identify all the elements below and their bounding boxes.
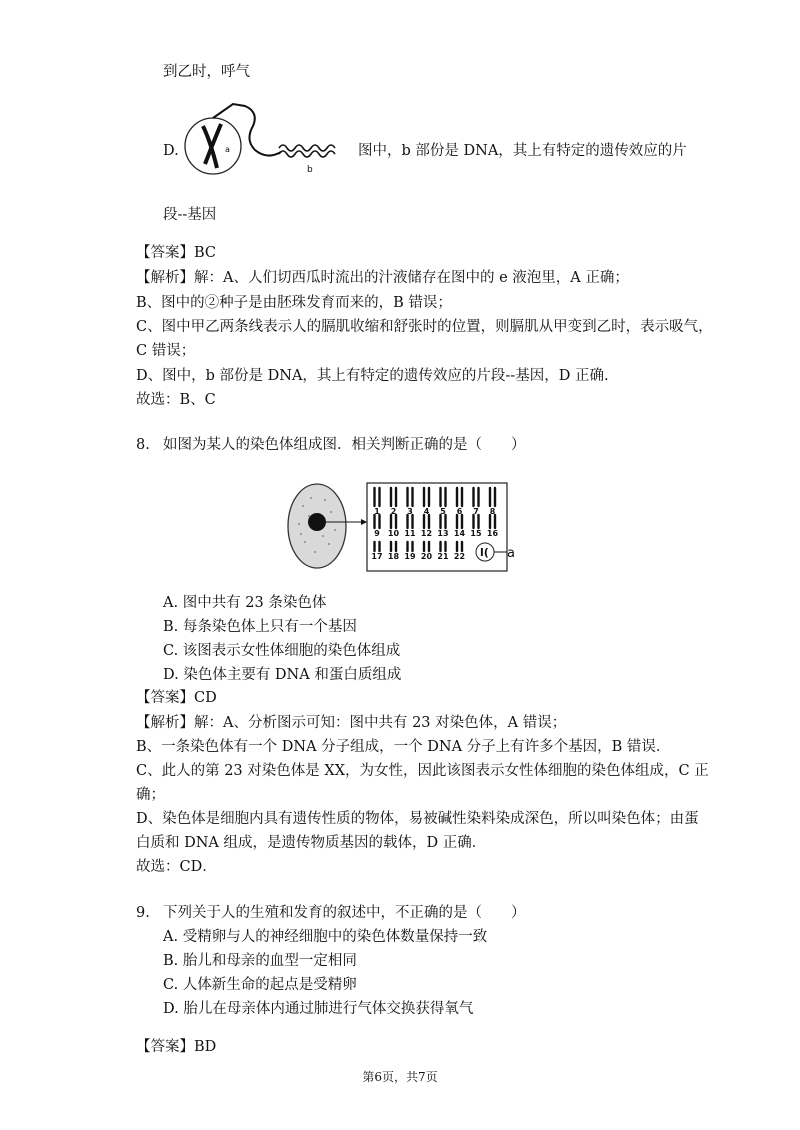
chromosome-number-label: 14 xyxy=(453,529,466,538)
chromosome-number-label: 4 xyxy=(423,507,430,516)
chromosome-number-label: 13 xyxy=(437,529,449,538)
q8-analysis-line: D、染色体是细胞内具有遗传性质的物体，易被碱性染料染成深色，所以叫染色体；由蛋 xyxy=(136,811,699,827)
dna-figure xyxy=(183,98,355,190)
q8-analysis-line: C、此人的第 23 对染色体是 XX，为女性，因此该图表示女性体细胞的染色体组成，C 正 xyxy=(136,763,709,779)
chromosome-number-label: 8 xyxy=(489,507,496,516)
q8-analysis-line: B、一条染色体有一个 DNA 分子组成，一个 DNA 分子上有许多个基因，B 错误． xyxy=(136,739,671,755)
q8-option-a: A. 图中共有 23 条染色体 xyxy=(163,595,327,611)
chromosome-number-label: 6 xyxy=(456,507,463,516)
q7-answer: 【答案】BC xyxy=(136,245,217,261)
chromosome-number-label: 9 xyxy=(374,529,380,538)
figure-label-a: a xyxy=(225,145,230,154)
q8-number: 8. xyxy=(136,437,150,453)
chromosome-number-label: 18 xyxy=(387,552,400,561)
karyotype-label-a: a xyxy=(507,546,515,561)
q8-answer: 【答案】CD xyxy=(136,690,217,706)
q7-analysis-line: C 错误； xyxy=(136,343,196,359)
chromosome-number-label: 2 xyxy=(390,507,397,516)
q7-analysis-line: B、图中的②种子是由胚珠发育而来的，B 错误； xyxy=(136,295,452,311)
q7-analysis-line: 故选：B、C xyxy=(136,392,216,408)
chromosome-number-label: 5 xyxy=(440,507,446,516)
page-footer: 第6页，共7页 xyxy=(362,1070,438,1084)
chromosome-number-label: 15 xyxy=(470,529,482,538)
q8-analysis-line: 白质和 DNA 组成，是遗传物质基因的载体，D 正确． xyxy=(136,835,487,851)
q8-option-d: D. 染色体主要有 DNA 和蛋白质组成 xyxy=(163,667,402,683)
q9-stem: 下列关于人的生殖和发育的叙述中，不正确的是（ ） xyxy=(163,905,526,921)
chromosome-number-label: 21 xyxy=(437,552,449,561)
chromosome-number-label: 22 xyxy=(453,552,466,561)
q8-option-c: C. 该图表示女性体细胞的染色体组成 xyxy=(163,643,401,659)
q7-option-d-prefix: D. xyxy=(163,143,179,159)
chromosome-number-label: 17 xyxy=(371,552,383,561)
q8-stem: 如图为某人的染色体组成图．相关判断正确的是（ ） xyxy=(163,437,526,453)
figure-label-b: b xyxy=(307,165,313,175)
q8-option-b: B. 每条染色体上只有一个基因 xyxy=(163,619,357,635)
chromosome-number-label: 16 xyxy=(486,529,499,538)
q7-analysis-line: C、图中甲乙两条线表示人的膈肌收缩和舒张时的位置，则膈肌从甲变到乙时，表示吸气， xyxy=(136,319,713,335)
q8-analysis-line: 故选：CD． xyxy=(136,859,217,875)
q7-analysis-line: 【解析】解：A、人们切西瓜时流出的汁液储存在图中的 e 液泡里，A 正确； xyxy=(136,270,629,286)
karyotype-figure xyxy=(285,478,520,578)
q9-option-b: B. 胎儿和母亲的血型一定相同 xyxy=(163,953,357,969)
chromosome-number-label: 10 xyxy=(387,529,400,538)
chromosome-number-label: 20 xyxy=(420,552,433,561)
q8-analysis-line: 确； xyxy=(136,787,165,803)
q9-number: 9. xyxy=(136,905,150,921)
q7-analysis-line: D、图中，b 部份是 DNA，其上有特定的遗传效应的片段--基因，D 正确. xyxy=(136,368,609,384)
chromosome-number-label: 12 xyxy=(420,529,433,538)
chromosome-number-label: 7 xyxy=(473,507,479,516)
chromosome-number-label: 19 xyxy=(404,552,416,561)
svg-text:l(: l( xyxy=(480,546,489,559)
q9-answer: 【答案】BD xyxy=(136,1039,217,1055)
q7-text-line: 到乙时，呼气 xyxy=(163,64,250,80)
q8-analysis-line: 【解析】解：A、分析图示可知：图中共有 23 对染色体，A 错误； xyxy=(136,715,567,731)
chromosome-number-label: 11 xyxy=(404,529,416,538)
q7-option-d-continued: 段--基因 xyxy=(163,207,217,223)
q9-option-d: D. 胎儿在母亲体内通过肺进行气体交换获得氧气 xyxy=(163,1001,474,1017)
chromosome-number-label: 1 xyxy=(374,507,380,516)
chromosome-number-label: 3 xyxy=(407,507,413,516)
q9-option-c: C. 人体新生命的起点是受精卵 xyxy=(163,977,357,993)
q7-option-d-text: 图中，b 部份是 DNA，其上有特定的遗传效应的片 xyxy=(358,143,687,159)
q9-option-a: A. 受精卵与人的神经细胞中的染色体数量保持一致 xyxy=(163,929,488,945)
